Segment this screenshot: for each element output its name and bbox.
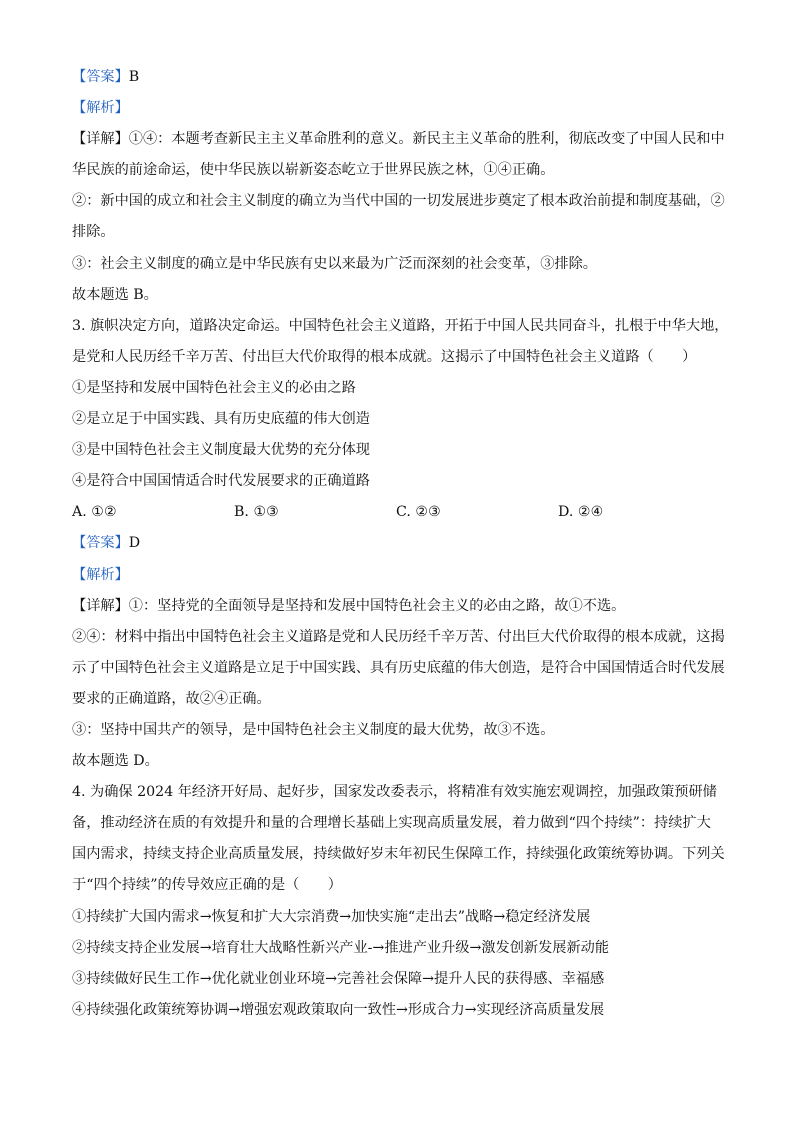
q3-detail-line-2: ②④：材料中指出中国特色社会主义道路是党和人民历经千辛万苦、付出巨大代价取得的根本成就，这揭 (72, 628, 725, 645)
q3-analysis-heading (72, 560, 732, 591)
q3-stem-line-1: 3. 旗帜决定方向，道路决定命运。中国特色社会主义道路，开拓于中国人民共同奋斗，扎根于中华大地， (72, 317, 729, 334)
q3-detail-line-3: 示了中国特色社会主义道路是立足于中国实践、具有历史底蕴的伟大创造，是符合中国国情适合时代发展 (72, 659, 725, 676)
q4-item-1: ①持续扩大国内需求→恢复和扩大大宗消费→加快实施“走出去”战略→稳定经济发展 (72, 908, 591, 925)
q4-item-3: ③持续做好民生工作→优化就业创业环境→完善社会保障→提升人民的获得感、幸福感 (72, 970, 605, 987)
answer-value: D (128, 535, 141, 552)
q2-detail-line-4: 排除。 (72, 224, 115, 241)
q3-item-1: ①是坚持和发展中国特色社会主义的必由之路 (72, 379, 356, 396)
answer-tag: 【答案】 (72, 69, 129, 85)
q3-item-4: ④是符合中国国情适合时代发展要求的正确道路 (72, 473, 370, 490)
document-page (72, 62, 732, 1026)
q2-detail-line-5: ③：社会主义制度的确立是中华民族有史以来最为广泛而深刻的社会变革，③排除。 (72, 255, 597, 272)
q3-option-a: A. ①② (72, 504, 117, 521)
q3-option-c: C. ②③ (396, 504, 441, 521)
q4-item-2: ②持续支持企业发展→培育壮大战略性新兴产业-→推进产业升级→激发创新发展新动能 (72, 939, 610, 956)
q3-options (72, 497, 732, 528)
analysis-tag: 【解析】 (72, 566, 129, 583)
analysis-tag: 【解析】 (72, 100, 129, 117)
q3-detail-line-4: 要求的正确道路，故②④正确。 (72, 690, 271, 707)
q2-conclusion: 故本题选 B。 (72, 286, 158, 303)
q2-analysis-heading (72, 93, 732, 124)
q4-stem-line-1: 4. 为确保 2024 年经济开好局、起好步，国家发改委表示，将精准有效实施宏观调控，加强政策预研储 (72, 784, 717, 801)
q2-detail-line-2: 华民族的前途命运，使中华民族以崭新姿态屹立于世界民族之林，①④正确。 (72, 162, 555, 179)
answer-value: B (128, 69, 140, 85)
detail-text: ①：坚持党的全面领导是坚持和发展中国特色社会主义的必由之路，故①不选。 (128, 597, 626, 614)
q3-detail-line-1 (72, 591, 732, 622)
q3-item-3: ③是中国特色社会主义制度最大优势的充分体现 (72, 442, 370, 459)
q4-stem-line-2: 备，推动经济在质的有效提升和量的合理增长基础上实现高质量发展，着力做到“四个持续”：持续扩大 (72, 815, 711, 832)
answer-tag: 【答案】 (72, 535, 129, 552)
q3-detail-line-5: ③：坚持中国共产的领导，是中国特色社会主义制度的最大优势，故③不选。 (72, 721, 555, 738)
q4-item-4: ④持续强化政策统筹协调→增强宏观政策取向一致性→形成合力→实现经济高质量发展 (72, 1001, 605, 1018)
q3-conclusion: 故本题选 D。 (72, 753, 159, 770)
q4-stem-line-4: 于“四个持续”的传导效应正确的是（ ） (72, 877, 342, 894)
q2-detail-line-1 (72, 124, 732, 155)
q3-answer-line (72, 528, 732, 559)
q3-stem-line-2: 是党和人民历经千辛万苦、付出巨大代价取得的根本成就。这揭示了中国特色社会主义道路（ ） (72, 348, 697, 365)
q3-option-d: D. ②④ (558, 504, 604, 521)
q4-stem-line-3: 国内需求，持续支持企业高质量发展，持续做好岁末年初民生保障工作，持续强化政策统筹协调。下列关 (72, 846, 725, 863)
q3-option-b: B. ①③ (234, 504, 279, 521)
q2-detail-line-3: ②：新中国的成立和社会主义制度的确立为当代中国的一切发展进步奠定了根本政治前提和制度基础，② (72, 193, 725, 210)
q2-answer-line (72, 62, 732, 93)
detail-tag: 【详解】 (72, 131, 129, 148)
detail-tag: 【详解】 (72, 597, 129, 614)
q3-item-2: ②是立足于中国实践、具有历史底蕴的伟大创造 (72, 411, 370, 428)
detail-text: ①④：本题考查新民主主义革命胜利的意义。新民主主义革命的胜利，彻底改变了中国人民和中 (128, 131, 725, 148)
